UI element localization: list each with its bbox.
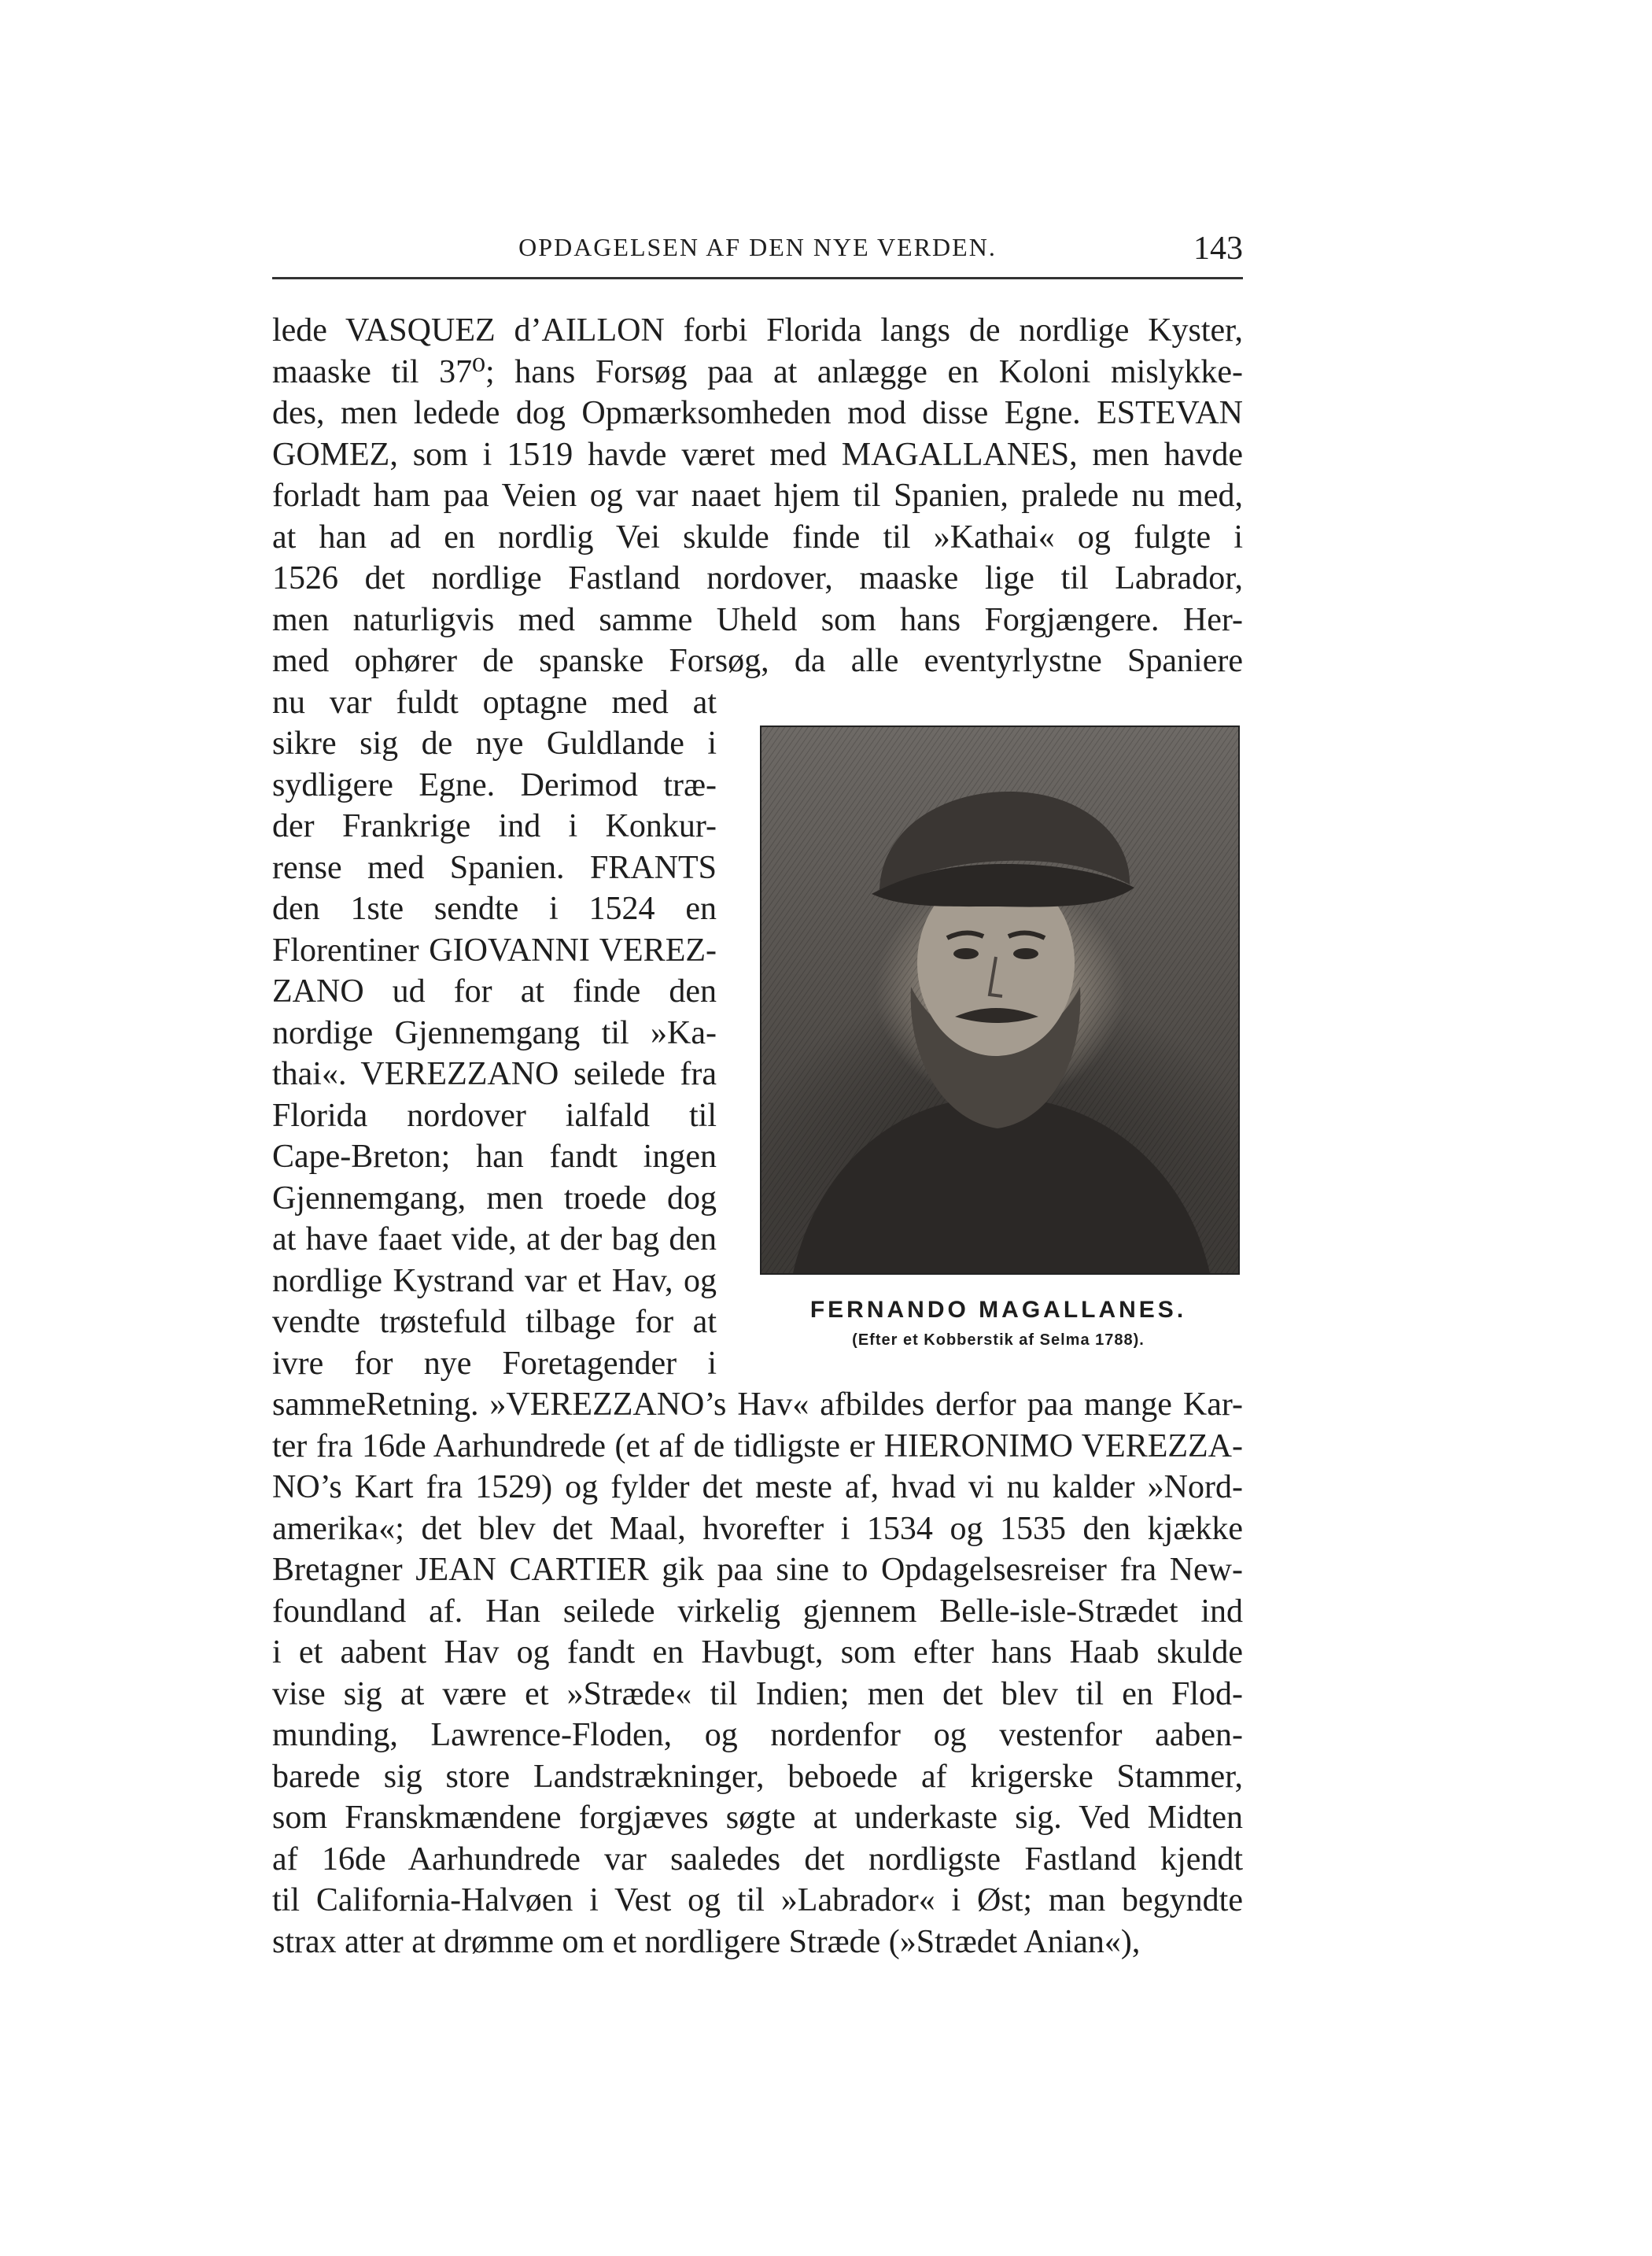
- text-line: i et aabent Hav og fandt en Havbugt, som efter hans Haab skulde: [272, 1634, 1243, 1671]
- text-line: der Frankrige ind i Konkur-: [272, 808, 717, 844]
- text-line: til California-Halvøen i Vest og til »Labrador« i Øst; man begyndte: [272, 1882, 1243, 1918]
- text-line: maaske til 37⁰; hans Forsøg paa at anlægge en Koloni mislykke-: [272, 353, 1243, 390]
- text-line: nordige Gjennemgang til »Ka-: [272, 1014, 717, 1051]
- text-line: den 1ste sendte i 1524 en: [272, 891, 717, 927]
- text-line: Gjennemgang, men troede dog: [272, 1180, 717, 1217]
- text-line: rense med Spanien. FRANTS: [272, 849, 717, 886]
- portrait-figure: [760, 726, 1237, 1350]
- running-head: [272, 230, 1243, 279]
- text-line: som Franskmændene forgjæves søgte at underkaste sig. Ved Midten: [272, 1800, 1243, 1836]
- portrait-illustration: [761, 727, 1238, 1273]
- text-line: GOMEZ, som i 1519 havde været med MAGALLANES, men havde: [272, 436, 1243, 473]
- figure-caption: FERNANDO MAGALLANES.: [809, 1297, 1187, 1323]
- text-line: sydligere Egne. Derimod træ-: [272, 766, 717, 803]
- running-title: OPDAGELSEN AF DEN NYE VERDEN.: [518, 233, 997, 261]
- text-line: Bretagner JEAN CARTIER gik paa sine to Opdagelsesreiser fra New-: [272, 1552, 1243, 1588]
- text-line: af 16de Aarhundrede var saaledes det nordligste Fastland kjendt: [272, 1841, 1243, 1878]
- text-line: at have faaet vide, at der bag den: [272, 1221, 717, 1257]
- text-line: munding, Lawrence-Floden, og nordenfor og vestenfor aaben-: [272, 1717, 1243, 1753]
- text-line: Florentiner GIOVANNI VEREZ-: [272, 932, 717, 969]
- text-line: sammeRetning. »VEREZZANO’s Hav« afbildes derfor paa mange Kar-: [272, 1386, 1243, 1423]
- text-line: sikre sig de nye Guldlande i: [272, 726, 717, 762]
- text-line: thai«. VEREZZANO seilede fra: [272, 1056, 717, 1092]
- page-number: 143: [1193, 231, 1243, 267]
- text-line: nordlige Kystrand var et Hav, og: [272, 1262, 717, 1299]
- text-line: amerika«; det blev det Maal, hvorefter i 1534 og 1535 den kjække: [272, 1510, 1243, 1547]
- text-line: barede sig store Landstrækninger, beboede af krigerske Stammer,: [272, 1758, 1243, 1795]
- text-line: forladt ham paa Veien og var naaet hjem til Spanien, pralede nu med,: [272, 478, 1243, 514]
- text-line: ZANO ud for at finde den: [272, 973, 717, 1010]
- text-line: vendte trøstefuld tilbage for at: [272, 1304, 717, 1340]
- text-line: des, men ledede dog Opmærksomheden mod disse Egne. ESTEVAN: [272, 395, 1243, 431]
- figure-source: (Efter et Kobberstik af Selma 1788).: [852, 1331, 1145, 1349]
- text-line: nu var fuldt optagne med at: [272, 684, 717, 721]
- text-line: foundland af. Han seilede virkelig gjennem Belle-isle-Strædet ind: [272, 1593, 1243, 1630]
- text-line: ter fra 16de Aarhundrede (et af de tidligste er HIERONIMO VEREZZA-: [272, 1427, 1243, 1464]
- text-line: ivre for nye Foretagender i: [272, 1345, 717, 1382]
- text-line: Cape-Breton; han fandt ingen: [272, 1139, 717, 1175]
- text-line: NO’s Kart fra 1529) og fylder det meste af, hvad vi nu kalder »Nord-: [272, 1469, 1243, 1505]
- text-line: at han ad en nordlig Vei skulde finde til »Kathai« og fulgte i: [272, 519, 1243, 556]
- text-line: med ophører de spanske Forsøg, da alle eventyrlystne Spaniere: [272, 643, 1243, 679]
- text-line: Florida nordover ialfald til: [272, 1097, 717, 1134]
- text-line: vise sig at være et »Stræde« til Indien; men det blev til en Flod-: [272, 1675, 1243, 1712]
- portrait-engraving: [760, 726, 1240, 1275]
- text-line: men naturligvis med samme Uheld som hans Forgjængere. Her-: [272, 601, 1243, 638]
- text-line: lede VASQUEZ d’AILLON forbi Florida langs de nordlige Kyster,: [272, 312, 1243, 349]
- text-line: 1526 det nordlige Fastland nordover, maaske lige til Labrador,: [272, 560, 1243, 596]
- text-line: strax atter at drømme om et nordligere Stræde (»Strædet Anian«),: [272, 1923, 1141, 1960]
